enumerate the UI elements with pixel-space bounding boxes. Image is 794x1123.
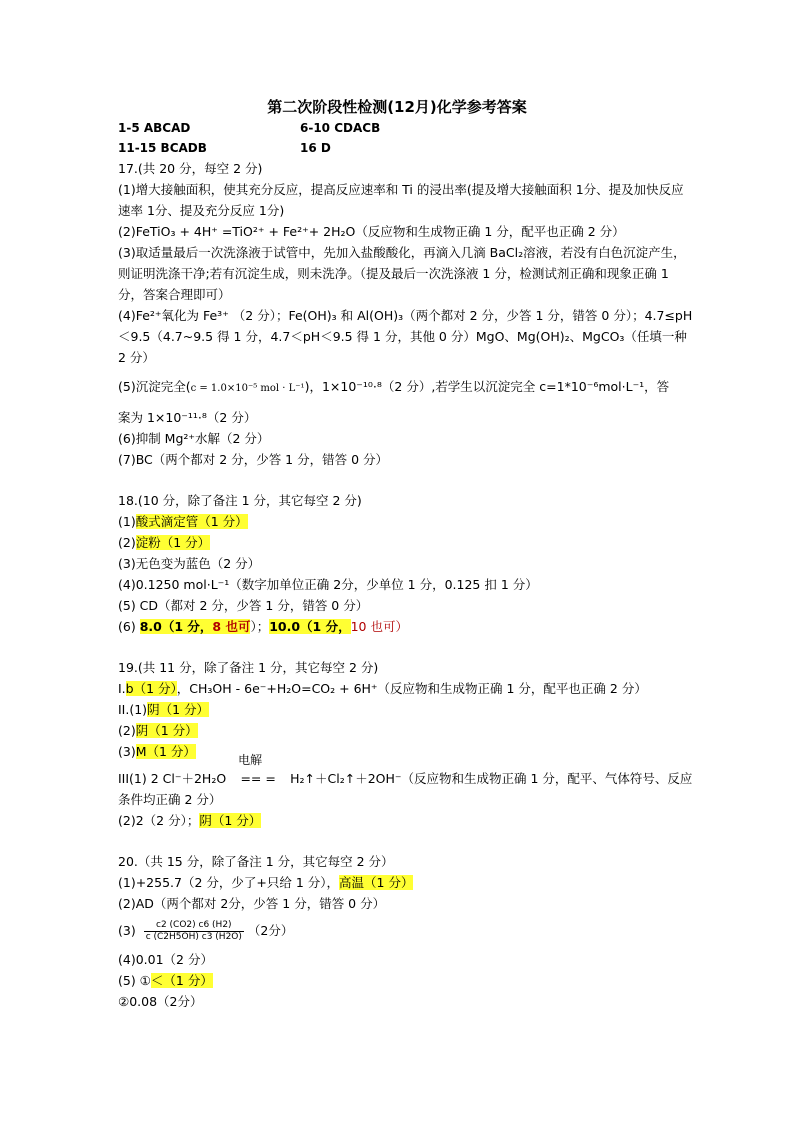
highlighted-answer: 酸式滴定管（1 分）: [135, 514, 248, 529]
highlighted-answer: ＜（1 分）: [150, 973, 213, 988]
text: (1)+255.7（2 分，少了+只给 1 分），: [118, 875, 340, 890]
text: 8.0（1 分，: [139, 619, 213, 634]
q20-heading: 20.（共 15 分，除了备注 1 分，其它每空 2 分）: [118, 854, 394, 869]
q17-answer-5-cont: 案为 1×10⁻¹¹·⁸（2 分）: [118, 410, 257, 425]
electrolysis-label: 电解: [238, 753, 263, 767]
q19-answer-3: [118, 720, 693, 741]
text: (3): [118, 744, 136, 759]
text: )，1×10⁻¹⁰·⁸（2 分）,若学生以沉淀完全 c=1*10⁻⁶mol·L⁻¹，答: [304, 379, 670, 394]
alternate-answer: 8 也可: [212, 619, 251, 634]
q18-answer-2: [118, 532, 693, 553]
q17-answer-2: (2)FeTiO₃ + 4H⁺ =TiO²⁺ + Fe²⁺+ 2H₂O（反应物和生成物正确 1 分，配平也正确 2 分）: [118, 224, 625, 239]
text: (3): [118, 923, 136, 938]
q19-answer-6: [118, 810, 693, 831]
mc-answer: 16 D: [300, 141, 331, 155]
mc-answer: 6-10 CDACB: [300, 121, 381, 135]
fraction-numerator: c2 (CO2) c6 (H2): [144, 920, 244, 932]
q20-answer-1: [118, 872, 693, 893]
q19-answer-5: [118, 753, 693, 810]
alternate-answer: 10 也可）: [350, 619, 408, 634]
q17-answer-6: (6)抑制 Mg²⁺水解（2 分）: [118, 431, 270, 446]
mc-answer: 1-5 ABCAD: [118, 121, 191, 135]
text: (5)沉淀完全(: [118, 379, 191, 394]
q19-answer-2: [118, 699, 693, 720]
q18-answer-3: (3)无色变为蓝色（2 分）: [118, 556, 261, 571]
text: (2): [118, 535, 136, 550]
q17-heading: 17.(共 20 分，每空 2 分): [118, 161, 263, 176]
q17-answer-3: (3)取适量最后一次洗涤液于试管中，先加入盐酸酸化，再滴入几滴 BaCl₂溶液，若没有白色沉淀产生，则证明洗涤干净;若有沉淀生成，则未洗净。（提及最后一次洗涤液 1 分，检测试剂正确和现象正确 1 分，答案合理即可）: [118, 245, 686, 302]
highlighted-answer: [140, 619, 251, 634]
q17-answer-7: (7)BC（两个都对 2 分，少答 1 分，错答 0 分）: [118, 452, 388, 467]
q18-heading: 18.(10 分，除了备注 1 分，其它每空 2 分): [118, 493, 362, 508]
equilibrium-constant-fraction: [144, 920, 244, 943]
answer-content: [118, 158, 693, 1012]
q20-answer-3: [118, 920, 693, 943]
text: I.: [118, 681, 126, 696]
q19-answer-4: [118, 741, 693, 762]
text: ）；: [250, 619, 270, 634]
q18-answer-5: (5) CD（都对 2 分，少答 1 分，错答 0 分）: [118, 598, 369, 613]
q19-answer-1: [118, 678, 693, 699]
text: III(1) 2 Cl⁻＋2H₂O: [118, 771, 227, 786]
text: II.(1): [118, 702, 148, 717]
highlighted-answer: M（1 分）: [135, 744, 196, 759]
highlighted-answer: 阴（1 分）: [199, 813, 262, 828]
equals-sign: == =: [240, 771, 276, 786]
concentration-formula: c = 1.0×10⁻⁵ mol · L⁻¹: [190, 383, 305, 394]
q20-answer-4: (4)0.01（2 分）: [118, 952, 213, 967]
q17-answer-5: [118, 376, 693, 399]
text: (1): [118, 514, 136, 529]
q20-answer-6: ②0.08（2分）: [118, 994, 203, 1009]
q18-answer-4: (4)0.1250 mol·L⁻¹（数字加单位正确 2分，少单位 1 分，0.125 扣 1 分）: [118, 577, 538, 592]
fraction-denominator: c (C2H5OH) c3 (H2O): [145, 932, 242, 942]
q17-answer-4: (4)Fe²⁺氧化为 Fe³⁺ （2 分）；Fe(OH)₃ 和 Al(OH)₃（两个都对 2 分，少答 1 分，错答 0 分）；4.7≤pH＜9.5（4.7~9.5 得 1 分，4.7＜pH＜9.5 得 1 分，其他 0 分）MgO、Mg(OH)₂、MgCO₃（任填一种 2 分）: [118, 308, 693, 365]
highlighted-answer: b（1 分）: [125, 681, 177, 696]
text: (2)2（2 分）；: [118, 813, 200, 828]
highlighted-answer: 10.0（1 分，: [269, 619, 351, 634]
mc-row-2: [118, 141, 331, 155]
highlighted-answer: 阴（1 分）: [135, 723, 198, 738]
text: H₂↑＋Cl₂↑＋2OH⁻（反应物和生成物正确 1 分，配平、气体符号、反应条件均正确 2 分）: [118, 771, 693, 807]
mc-row-1: [118, 121, 381, 135]
q18-answer-1: [118, 511, 693, 532]
q18-answer-6: [118, 616, 693, 637]
q20-answer-2: (2)AD（两个都对 2分，少答 1 分，错答 0 分）: [118, 896, 386, 911]
text: (6): [118, 619, 140, 634]
text: (2): [118, 723, 136, 738]
electrolysis-condition: [230, 753, 286, 789]
highlighted-answer: 淀粉（1 分）: [135, 535, 211, 550]
highlighted-answer: 阴（1 分）: [147, 702, 209, 717]
q20-answer-5: [118, 970, 693, 991]
q17-answer-1: (1)增大接触面积，使其充分反应，提高反应速率和 Ti 的浸出率(提及增大接触面积 1分、提及加快反应速率 1分、提及充分反应 1分): [118, 182, 684, 218]
page-title: 第二次阶段性检测(12月)化学参考答案: [267, 98, 527, 116]
q19-heading: 19.(共 11 分，除了备注 1 分，其它每空 2 分): [118, 660, 379, 675]
mc-answer: 11-15 BCADB: [118, 141, 207, 155]
text: (5) ①: [118, 973, 151, 988]
text: ，CH₃OH - 6e⁻+H₂O=CO₂ + 6H⁺（反应物和生成物正确 1 分，配平也正确 2 分）: [176, 681, 647, 696]
text: （2分）: [247, 923, 294, 938]
highlighted-answer: 高温（1 分）: [339, 875, 414, 890]
